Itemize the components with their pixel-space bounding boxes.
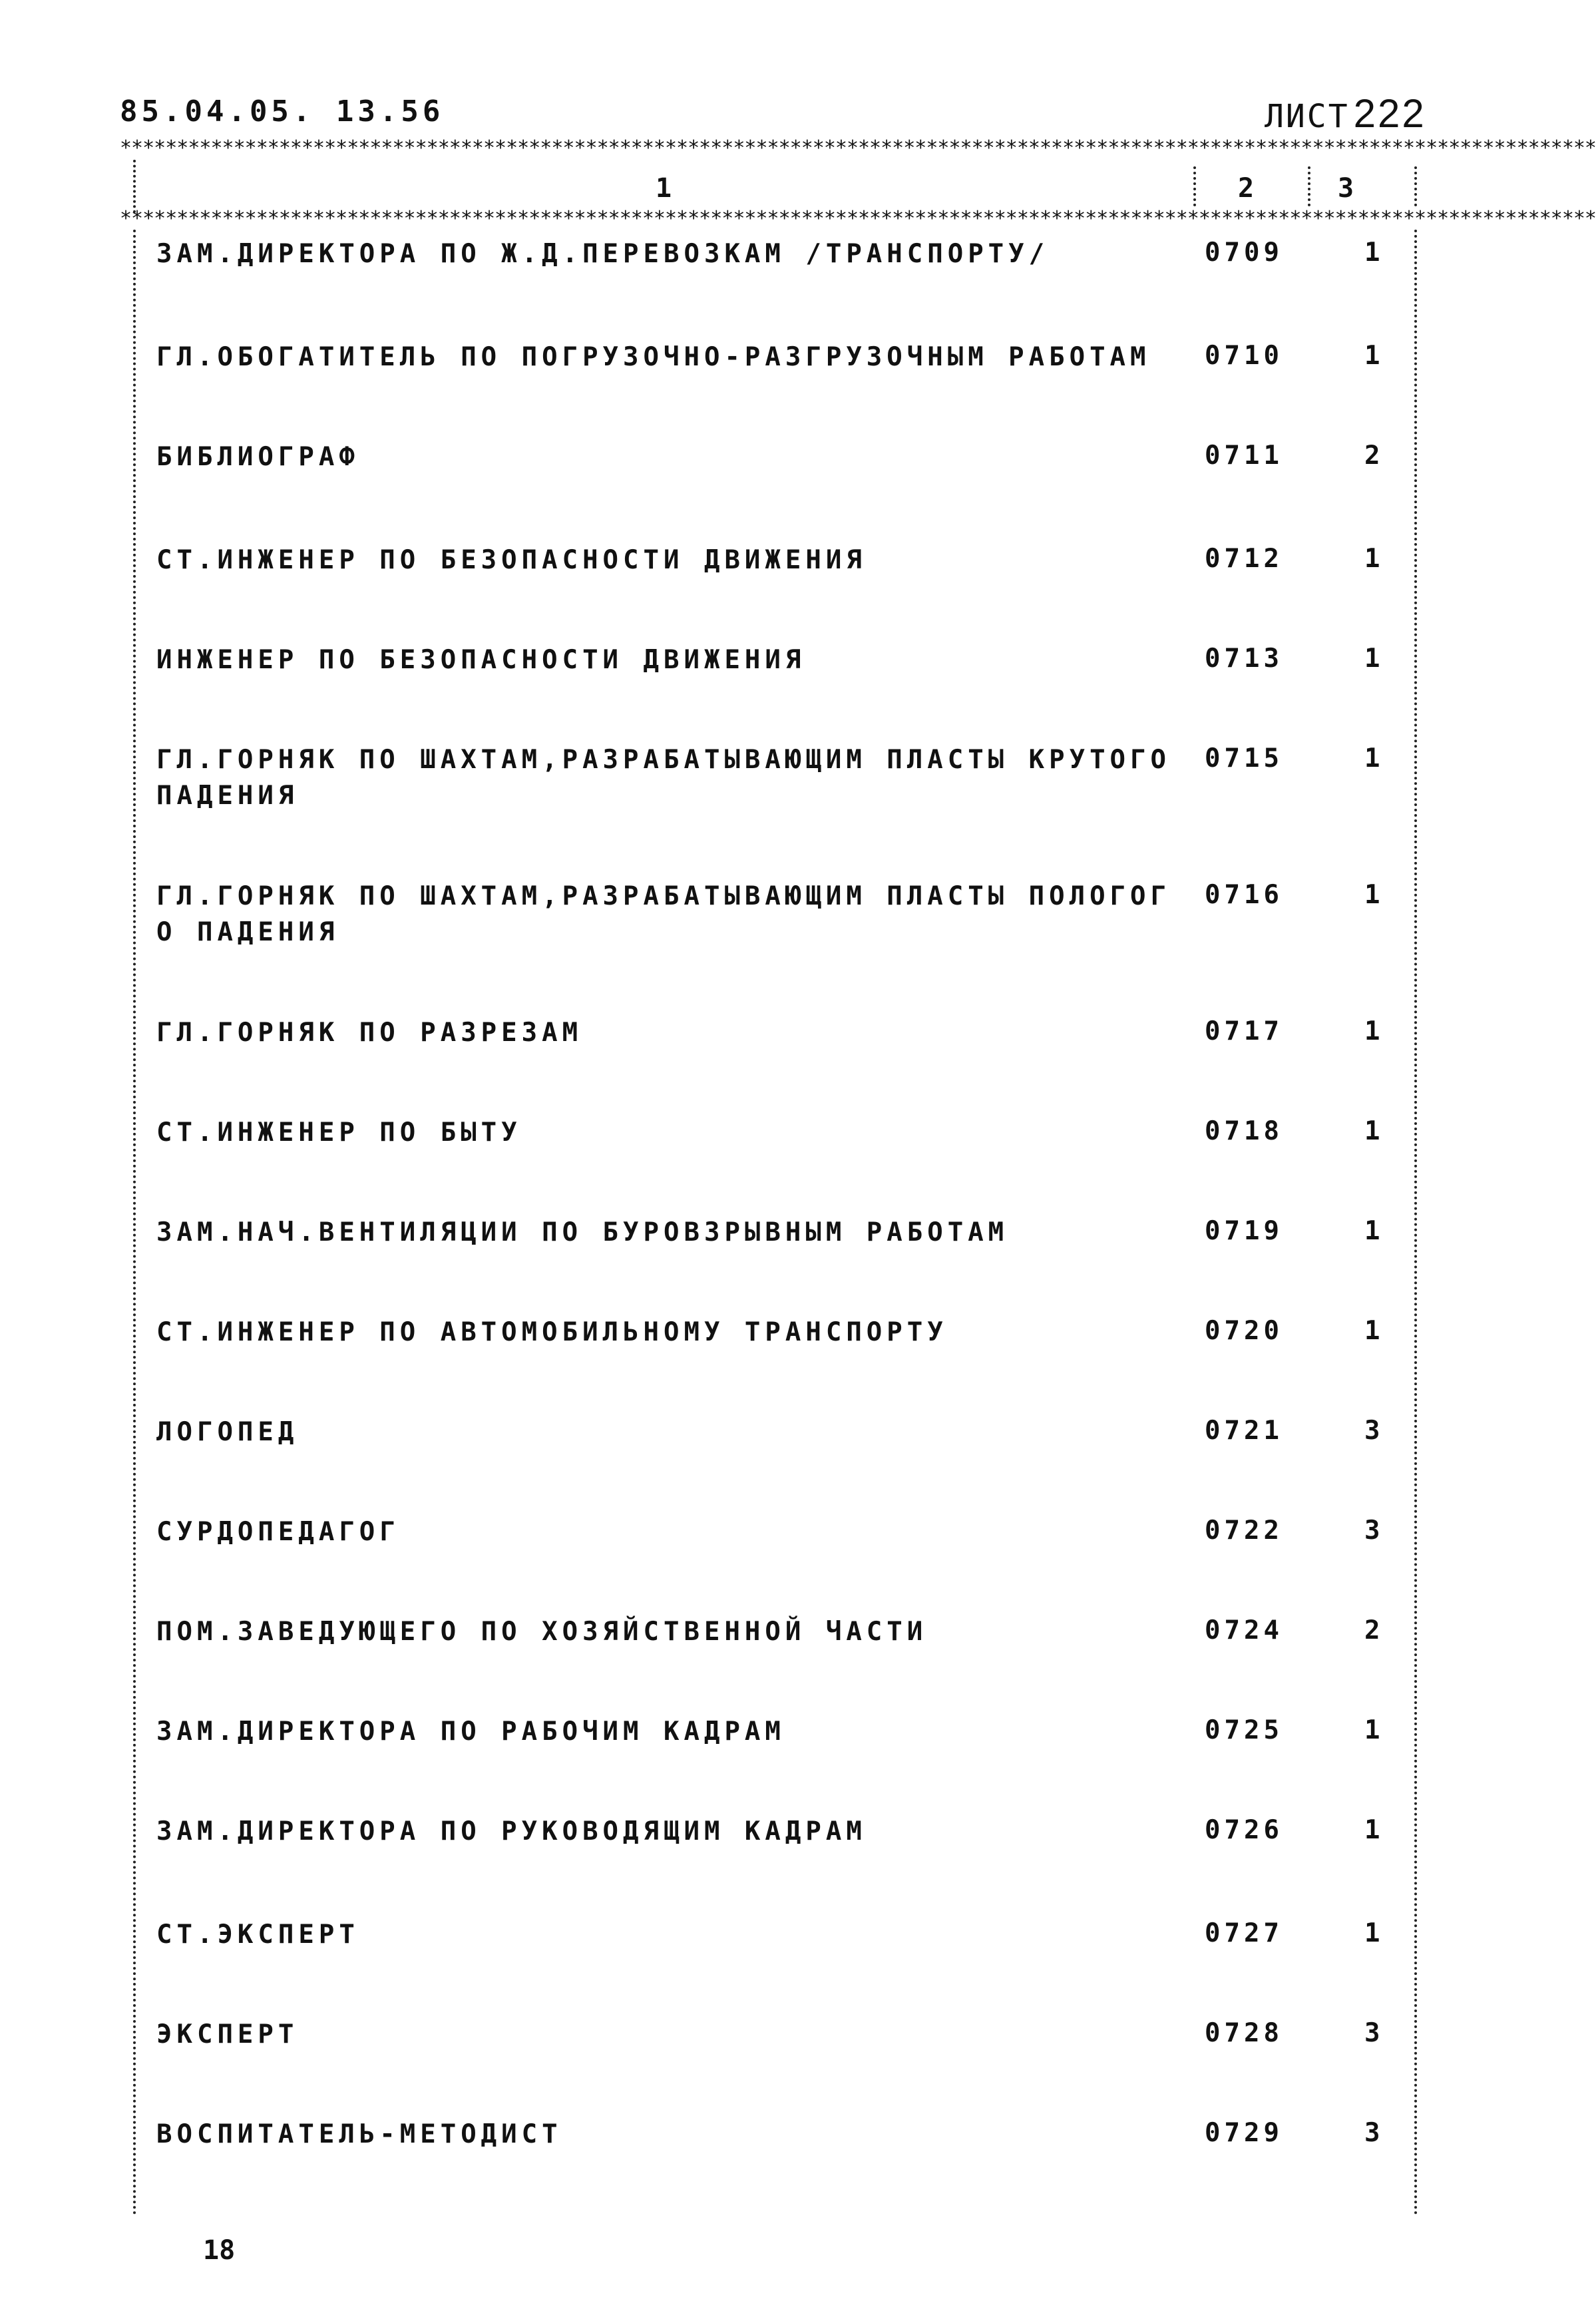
table-row-count: 2 bbox=[1364, 441, 1380, 471]
table-row-code: 0722 bbox=[1205, 1516, 1283, 1546]
column-header-1: 1 bbox=[656, 173, 672, 204]
table-row-code: 0720 bbox=[1205, 1316, 1283, 1346]
sheet-number-value: 222 bbox=[1353, 91, 1426, 136]
table-row-count: 2 bbox=[1364, 1615, 1380, 1645]
table-row-name: ЗАМ.НАЧ.ВЕНТИЛЯЦИИ ПО БУРОВЗРЫВНЫМ РАБОТАМ bbox=[156, 1217, 1009, 1247]
table-row-count: 1 bbox=[1364, 880, 1380, 910]
table-row-code: 0725 bbox=[1205, 1715, 1283, 1745]
table-row-name: ЭКСПЕРТ bbox=[156, 2019, 299, 2049]
print-datetime: 85.04.05. 13.56 bbox=[120, 95, 445, 128]
sheet-number bbox=[1265, 91, 1426, 136]
table-row-count: 1 bbox=[1364, 1715, 1380, 1745]
table-row-count: 1 bbox=[1364, 1815, 1380, 1845]
table-row-code: 0721 bbox=[1205, 1416, 1283, 1446]
table-row-code: 0724 bbox=[1205, 1615, 1283, 1645]
table-row-count: 3 bbox=[1364, 2018, 1380, 2048]
table-row-code: 0713 bbox=[1205, 644, 1283, 674]
table-row-code: 0710 bbox=[1205, 341, 1283, 371]
table-row-count: 1 bbox=[1364, 1116, 1380, 1146]
table-row-count: 1 bbox=[1364, 743, 1380, 773]
table-row-count: 3 bbox=[1364, 1416, 1380, 1446]
table-row-count: 1 bbox=[1364, 341, 1380, 371]
table-row-count: 3 bbox=[1364, 1516, 1380, 1546]
table-row-name: ГЛ.ГОРНЯК ПО ШАХТАМ,РАЗРАБАТЫВАЮЩИМ ПЛАСТЫ ПОЛОГОГ bbox=[156, 881, 1171, 911]
table-row-name: ЗАМ.ДИРЕКТОРА ПО РАБОЧИМ КАДРАМ bbox=[156, 1717, 785, 1747]
table-row-code: 0718 bbox=[1205, 1116, 1283, 1146]
col-separator-1-2 bbox=[1193, 166, 1196, 206]
table-row-count: 1 bbox=[1364, 1016, 1380, 1046]
table-row-code: 0717 bbox=[1205, 1016, 1283, 1046]
table-row-code: 0709 bbox=[1205, 238, 1283, 268]
table-row-name: ЗАМ.ДИРЕКТОРА ПО Ж.Д.ПЕРЕВОЗКАМ /ТРАНСПОРТУ/ bbox=[156, 239, 1050, 269]
right-table-border bbox=[1414, 230, 1417, 2216]
table-row-name: ЗАМ.ДИРЕКТОРА ПО РУКОВОДЯЩИМ КАДРАМ bbox=[156, 1816, 867, 1846]
table-row-name: СТ.ИНЖЕНЕР ПО БЫТУ bbox=[156, 1118, 522, 1148]
table-row-code: 0719 bbox=[1205, 1216, 1283, 1246]
table-row-count: 1 bbox=[1364, 238, 1380, 268]
table-row-name: ЛОГОПЕД bbox=[156, 1417, 299, 1447]
table-row-name: СТ.ИНЖЕНЕР ПО АВТОМОБИЛЬНОМУ ТРАНСПОРТУ bbox=[156, 1317, 948, 1347]
table-row-count: 1 bbox=[1364, 1216, 1380, 1246]
col-separator-2-3 bbox=[1308, 166, 1310, 206]
left-table-border bbox=[133, 230, 136, 2216]
header-border: ********************************************************************************************************************************** bbox=[120, 207, 1596, 230]
table-row-count: 1 bbox=[1364, 644, 1380, 674]
table-row-name: ВОСПИТАТЕЛЬ-МЕТОДИСТ bbox=[156, 2119, 562, 2149]
column-header-3: 3 bbox=[1338, 173, 1354, 204]
left-header-separator bbox=[133, 160, 136, 213]
table-row-name-continuation: ПАДЕНИЯ bbox=[156, 781, 299, 811]
table-row-count: 1 bbox=[1364, 1918, 1380, 1948]
column-header-2: 2 bbox=[1238, 173, 1255, 204]
table-row-code: 0727 bbox=[1205, 1918, 1283, 1948]
table-row-code: 0711 bbox=[1205, 441, 1283, 471]
top-border: ********************************************************************************************************************************** bbox=[120, 136, 1596, 160]
table-row-code: 0716 bbox=[1205, 880, 1283, 910]
table-row-name-continuation: О ПАДЕНИЯ bbox=[156, 917, 339, 947]
page-footer-number: 18 bbox=[203, 2235, 236, 2266]
table-row-name: ПОМ.ЗАВЕДУЮЩЕГО ПО ХОЗЯЙСТВЕННОЙ ЧАСТИ bbox=[156, 1617, 928, 1647]
table-row-code: 0715 bbox=[1205, 743, 1283, 773]
col-separator-3-right bbox=[1414, 166, 1417, 206]
table-row-code: 0726 bbox=[1205, 1815, 1283, 1845]
table-row-name: СУРДОПЕДАГОГ bbox=[156, 1517, 400, 1547]
table-row-code: 0712 bbox=[1205, 544, 1283, 574]
table-row-count: 1 bbox=[1364, 544, 1380, 574]
table-row-name: СТ.ЭКСПЕРТ bbox=[156, 1920, 359, 1950]
table-row-name: ИНЖЕНЕР ПО БЕЗОПАСНОСТИ ДВИЖЕНИЯ bbox=[156, 645, 806, 675]
table-row-name: БИБЛИОГРАФ bbox=[156, 442, 359, 472]
table-row-count: 3 bbox=[1364, 2118, 1380, 2148]
sheet-label: ЛИСТ bbox=[1265, 98, 1350, 135]
table-row-name: ГЛ.ГОРНЯК ПО ШАХТАМ,РАЗРАБАТЫВАЮЩИМ ПЛАСТЫ КРУТОГО bbox=[156, 745, 1171, 775]
table-row-code: 0728 bbox=[1205, 2018, 1283, 2048]
table-row-name: ГЛ.ОБОГАТИТЕЛЬ ПО ПОГРУЗОЧНО-РАЗГРУЗОЧНЫМ РАБОТАМ bbox=[156, 342, 1151, 372]
table-row-code: 0729 bbox=[1205, 2118, 1283, 2148]
table-row-count: 1 bbox=[1364, 1316, 1380, 1346]
table-row-name: ГЛ.ГОРНЯК ПО РАЗРЕЗАМ bbox=[156, 1018, 583, 1048]
table-row-name: СТ.ИНЖЕНЕР ПО БЕЗОПАСНОСТИ ДВИЖЕНИЯ bbox=[156, 545, 867, 575]
